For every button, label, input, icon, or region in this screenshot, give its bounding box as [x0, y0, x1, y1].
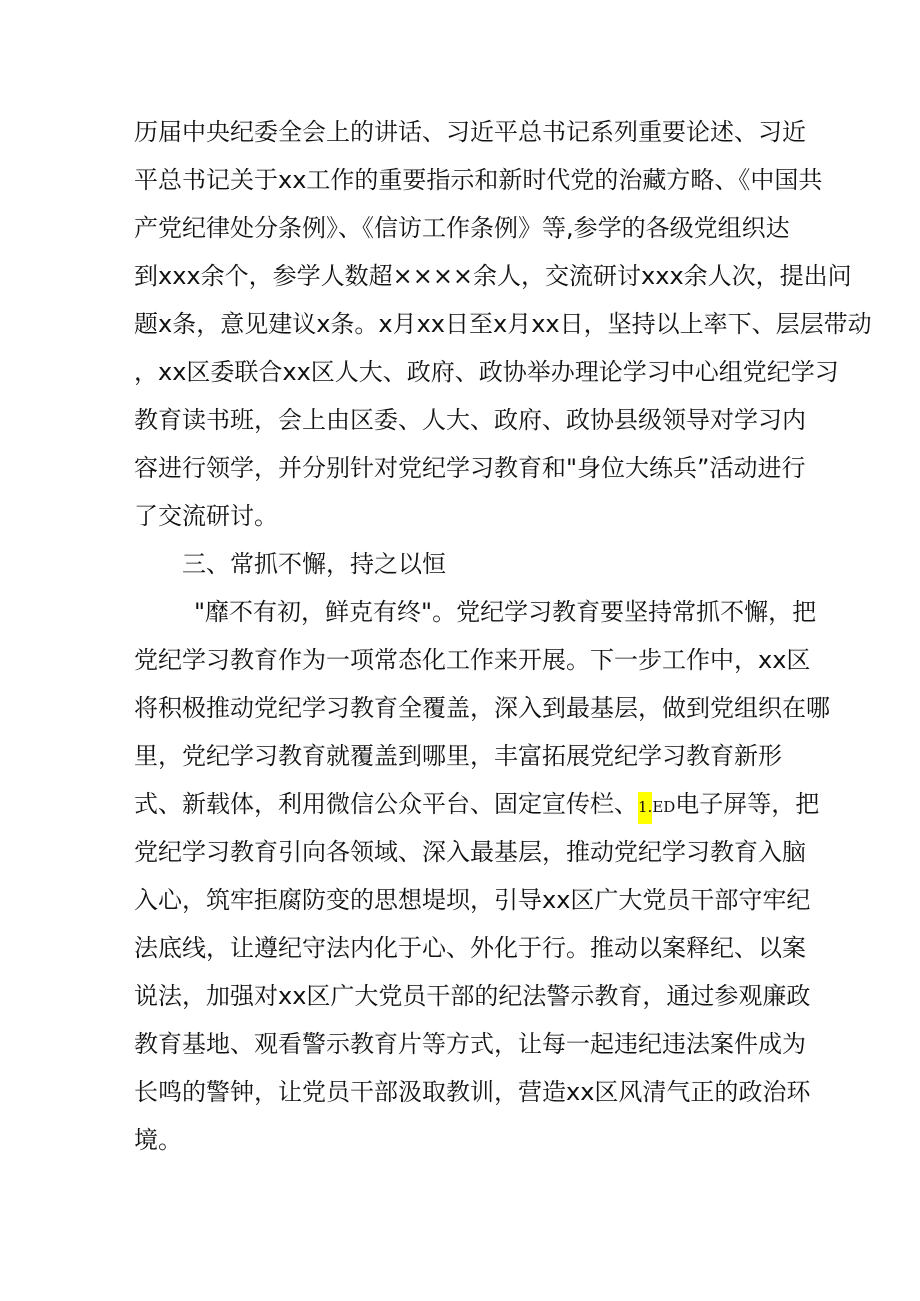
small-text: ED [652, 798, 676, 816]
line-text-prefix: 式、新载体，利用微信公众平台、固定宣传栏、 [134, 790, 638, 818]
paragraph-line: 教育基地、观看警示教育片等方式，让每一起违纪违法案件成为 [134, 1030, 806, 1058]
paragraph-line: 产党纪律处分条例》、《信访工作条例》等,参学的各级党组织达 [134, 214, 790, 242]
section-heading: 三、常抓不懈，持之以恒 [182, 550, 446, 578]
paragraph-line: 历届中央纪委全会上的讲话、习近平总书记系列重要论述、习近 [134, 118, 806, 146]
paragraph-line: 了交流研讨。 [134, 502, 278, 530]
paragraph-line: 境。 [134, 1126, 182, 1154]
paragraph-line: "靡不有初，鲜克有终"。党纪学习教育要坚持常抓不懈，把 [194, 598, 817, 626]
paragraph-line: 党纪学习教育引向各领域、深入最基层，推动党纪学习教育入脑 [134, 838, 806, 866]
paragraph-line: 长鸣的警钟，让党员干部汲取教训，营造xx区风清气正的政治环 [134, 1078, 811, 1106]
paragraph-line: 法底线，让遵纪守法内化于心、外化于行。推动以案释纪、以案 [134, 934, 806, 962]
highlighted-text: 1. [638, 792, 652, 824]
paragraph-line: 将积极推动党纪学习教育全覆盖，深入到最基层，做到党组织在哪 [134, 694, 830, 722]
paragraph-line: ，xx区委联合xx区人大、政府、政协举办理论学习中心组党纪学习 [134, 358, 839, 386]
paragraph-line: 到xxx余个，参学人数超××××余人，交流研讨xxx余人次，提出问 [134, 262, 852, 290]
paragraph-line: 说法，加强对xx区广大党员干部的纪法警示教育，通过参观廉政 [134, 982, 811, 1010]
line-text-suffix: 电子屏等，把 [675, 790, 820, 818]
paragraph-line: 党纪学习教育作为一项常态化工作来开展。下一步工作中，xx区 [134, 646, 811, 674]
paragraph-line: 容进行领学，并分别针对党纪学习教育和"身位大练兵”活动进行 [134, 454, 806, 482]
paragraph-line: 入心，筑牢拒腐防变的思想堤坝，引导xx区广大党员干部守牢纪 [134, 886, 811, 914]
paragraph-line: 题x条，意见建议x条。x月xx日至x月xx日，坚持以上率下、层层带动 [134, 310, 872, 338]
paragraph-line: 教育读书班，会上由区委、人大、政府、政协县级领导对学习内 [134, 406, 806, 434]
paragraph-line-led [134, 789, 819, 822]
paragraph-line: 平总书记关于xx工作的重要指示和新时代党的治藏方略、《中国共 [134, 166, 823, 194]
paragraph-line: 里，党纪学习教育就覆盖到哪里，丰富拓展党纪学习教育新形 [134, 742, 782, 770]
